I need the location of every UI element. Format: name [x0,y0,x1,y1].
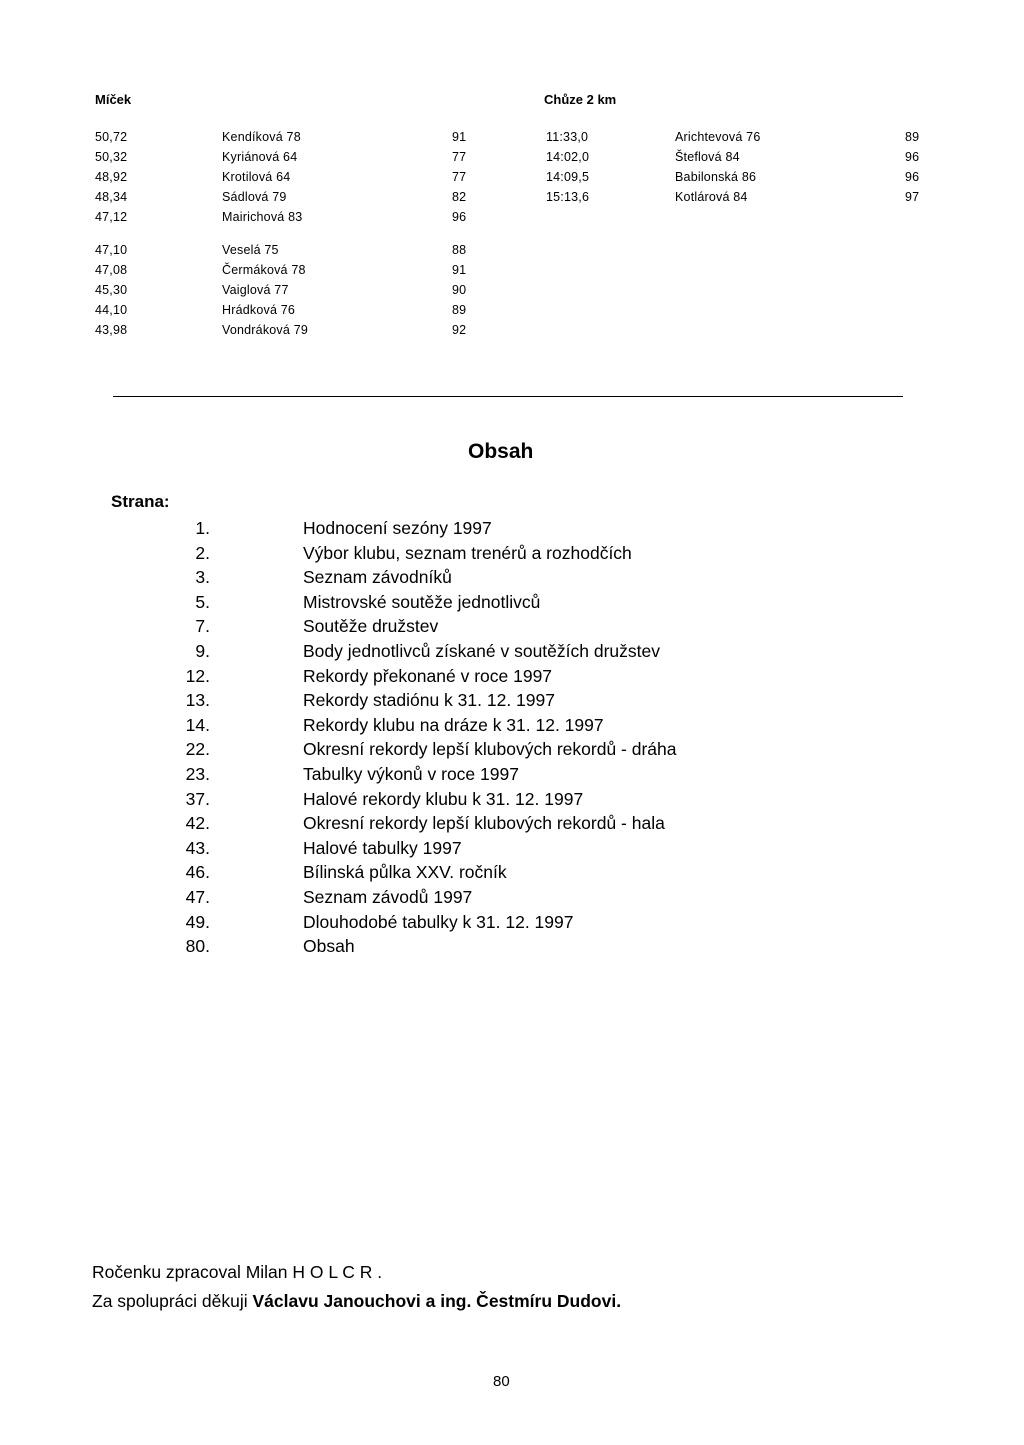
cell-name: Sádlová 79 [222,190,287,204]
cell-year: 97 [905,190,920,204]
page-number: 80 [493,1373,510,1390]
toc-entry-title: Bílinská půlka XXV. ročník [303,862,507,883]
cell-name: Kotlárová 84 [675,190,748,204]
cell-name: Hrádková 76 [222,303,296,317]
cell-name: Mairichová 83 [222,210,303,224]
toc-entry-title: Tabulky výkonů v roce 1997 [303,764,519,784]
cell-year: 91 [452,130,467,144]
toc-page-number: 3. [195,567,210,588]
toc-entry [0,590,1024,615]
divider-line [113,396,903,397]
left-header: Míček [95,92,132,107]
toc-entry [0,762,1024,787]
cell-result: 15:13,6 [546,190,590,204]
toc-page-number: 14. [185,714,210,735]
cell-name: Kendíková 78 [222,130,301,144]
toc-page-number: 42. [185,813,210,834]
cell-name: Krotilová 64 [222,170,291,184]
toc-entry-title: Obsah [303,936,355,957]
toc-entry-title: Body jednotlivců získané v soutěžích družstev [303,641,660,661]
cell-name: Vaiglová 77 [222,283,289,297]
toc-entry [0,614,1024,639]
footer-line-2 [92,1291,621,1312]
right-header: Chůze 2 km [544,92,617,107]
cell-result: 47,10 [95,243,128,257]
toc-page-number: 9. [195,641,210,661]
cell-year: 96 [905,170,920,184]
footer-line-2-bold: Václavu Janouchovi a ing. Čestmíru Dudovi. [252,1291,622,1311]
toc-entry-title: Seznam závodníků [303,567,452,588]
cell-year: 96 [452,210,467,224]
toc-page-number: 43. [185,837,210,858]
toc-title: Obsah [468,440,534,463]
cell-result: 44,10 [95,303,128,317]
toc-page-number: 1. [195,518,210,538]
toc-entry [0,565,1024,590]
toc-entry-title: Soutěže družstev [303,616,439,637]
toc-entry-title: Okresní rekordy lepší klubových rekordů - dráha [303,739,677,760]
cell-year: 89 [905,130,920,144]
cell-result: 47,12 [95,210,128,224]
toc-entry-title: Seznam závodů 1997 [303,887,473,907]
toc-entry-title: Rekordy stadiónu k 31. 12. 1997 [303,690,555,711]
cell-name: Veselá 75 [222,243,279,257]
cell-result: 47,08 [95,263,128,277]
toc-page-number: 5. [195,591,210,612]
toc-page-number: 22. [185,739,210,760]
toc-page-number: 80. [185,936,210,957]
cell-name: Babilonská 86 [675,170,757,184]
toc-entry [0,713,1024,738]
toc-page-number: 37. [185,788,210,809]
cell-result: 50,72 [95,130,128,144]
toc-entry [0,885,1024,910]
toc-entry [0,541,1024,566]
cell-year: 92 [452,323,467,337]
cell-year: 77 [452,150,467,164]
toc-entry [0,910,1024,935]
toc-entry-title: Okresní rekordy lepší klubových rekordů - hala [303,813,665,834]
cell-name: Šteflová 84 [675,150,740,164]
cell-result: 11:33,0 [546,130,589,144]
cell-year: 77 [452,170,467,184]
cell-result: 14:02,0 [546,150,590,164]
toc-entry [0,639,1024,664]
toc-entry [0,836,1024,861]
cell-year: 91 [452,263,467,277]
cell-year: 82 [452,190,467,204]
toc-entry [0,934,1024,959]
cell-result: 50,32 [95,150,128,164]
cell-year: 96 [905,150,920,164]
toc-page-number: 23. [185,764,210,784]
toc-entry [0,811,1024,836]
toc-page-number: 2. [195,542,210,563]
cell-year: 88 [452,243,467,257]
toc-entry-title: Dlouhodobé tabulky k 31. 12. 1997 [303,911,574,932]
cell-result: 48,92 [95,170,128,184]
toc-entry-title: Halové rekordy klubu k 31. 12. 1997 [303,788,584,809]
toc-page-number: 47. [185,887,210,907]
cell-result: 48,34 [95,190,128,204]
toc-entry-title: Hodnocení sezóny 1997 [303,518,492,538]
footer-line-2-plain: Za spolupráci děkuji [92,1291,253,1311]
toc-entry-title: Rekordy klubu na dráze k 31. 12. 1997 [303,714,604,735]
toc-entry [0,787,1024,812]
cell-year: 89 [452,303,467,317]
toc-page-number: 12. [185,665,210,686]
toc-entry [0,516,1024,541]
toc-entry [0,664,1024,689]
cell-result: 45,30 [95,283,128,297]
toc-page-number: 49. [185,911,210,932]
toc-entry-title: Mistrovské soutěže jednotlivců [303,591,541,612]
cell-year: 90 [452,283,467,297]
cell-result: 14:09,5 [546,170,590,184]
toc-entry [0,688,1024,713]
toc-entry-title: Výbor klubu, seznam trenérů a rozhodčích [303,542,632,563]
cell-name: Čermáková 78 [222,263,306,277]
toc-entry-title: Halové tabulky 1997 [303,837,462,858]
toc-page-number: 46. [185,862,210,883]
toc-page-number: 7. [195,616,210,637]
toc-page-label: Strana: [111,492,170,511]
toc-entry [0,860,1024,885]
cell-name: Kyriánová 64 [222,150,298,164]
cell-name: Vondráková 79 [222,323,308,337]
footer-line-1: Ročenku zpracoval Milan H O L C R . [92,1262,383,1282]
cell-result: 43,98 [95,323,128,337]
toc-page-number: 13. [185,690,210,711]
cell-name: Arichtevová 76 [675,130,761,144]
toc-entry [0,737,1024,762]
toc-entry-title: Rekordy překonané v roce 1997 [303,665,553,686]
